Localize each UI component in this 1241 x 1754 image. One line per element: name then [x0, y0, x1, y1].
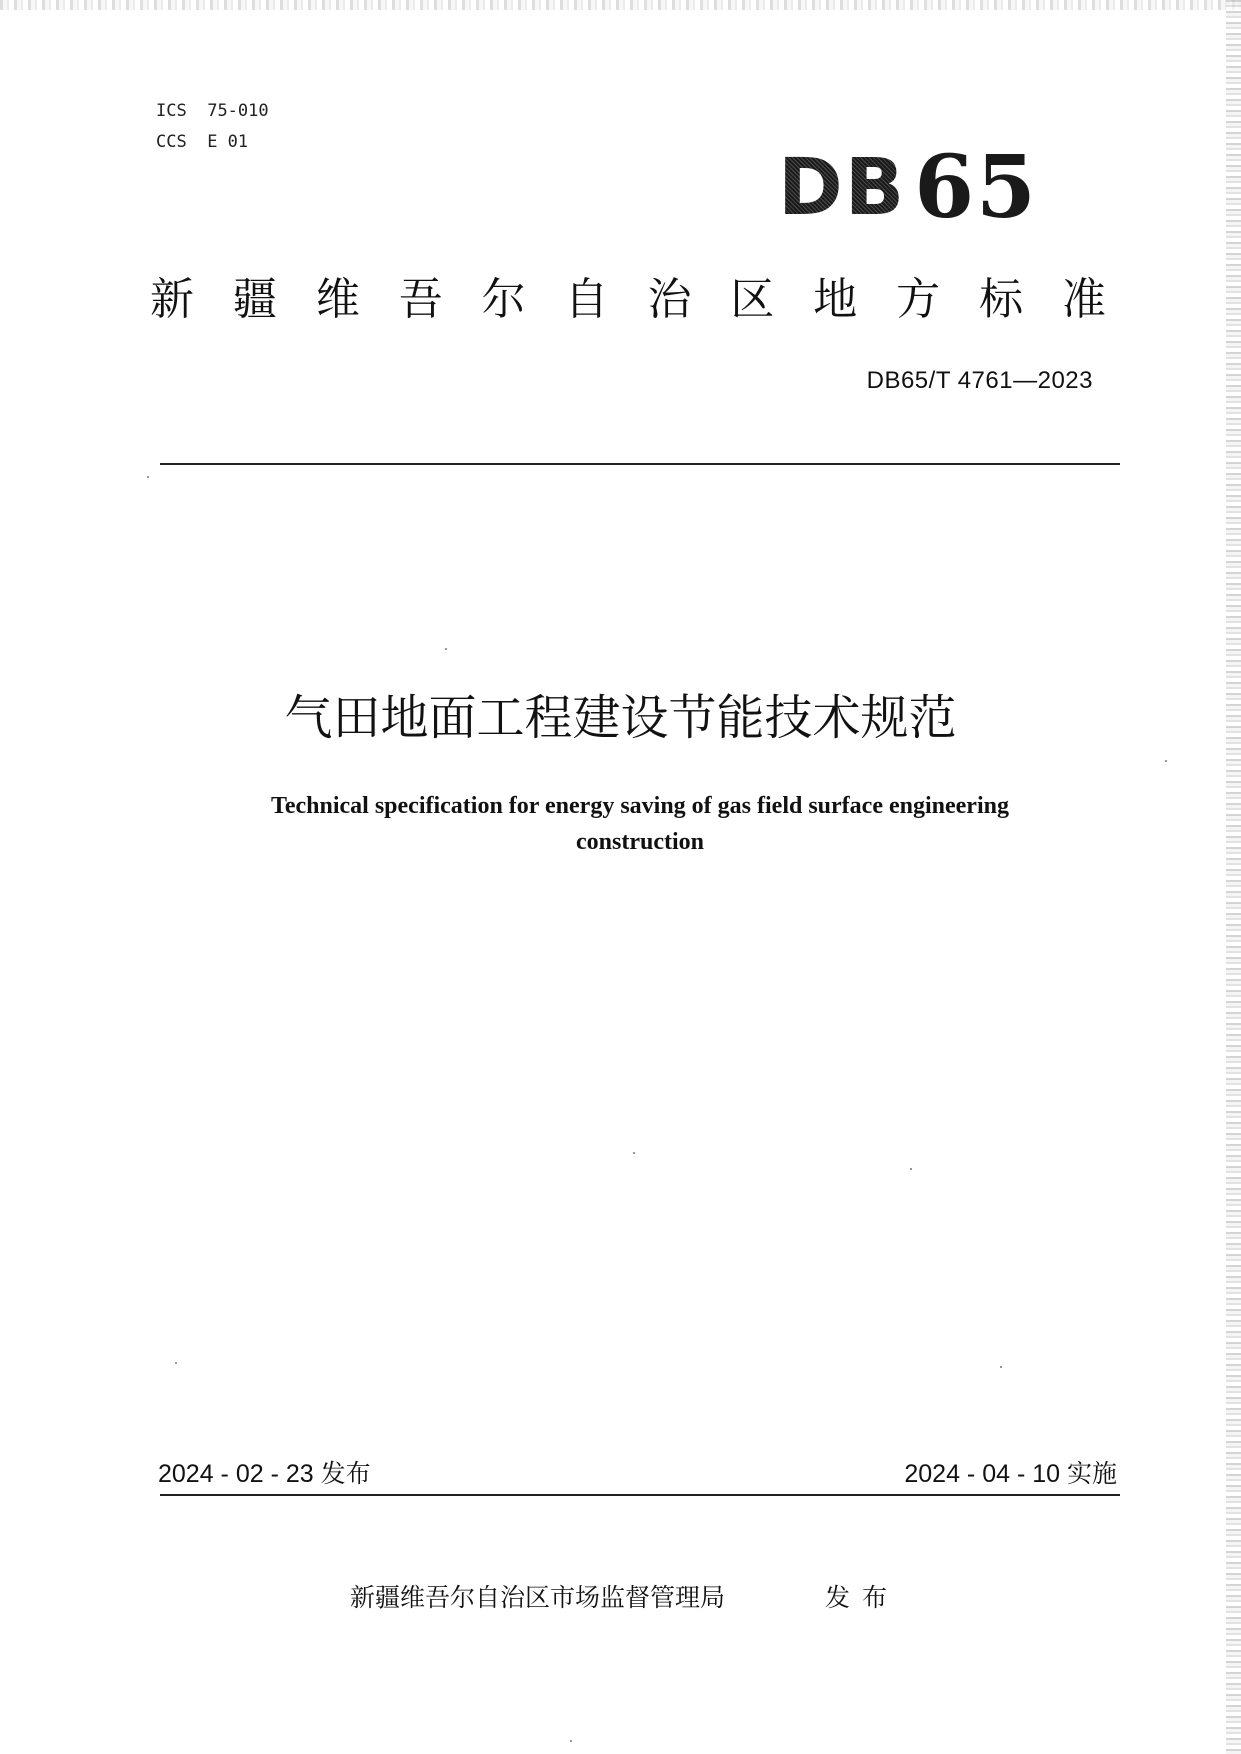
category-char: 新 [150, 274, 194, 325]
issue-date [158, 1454, 371, 1490]
ics-code: 75-010 [207, 101, 269, 121]
category-char: 准 [1061, 274, 1106, 325]
scan-edge-right [1226, 0, 1241, 1754]
standard-number: DB65/T 4761—2023 [866, 367, 1093, 394]
category-char: 疆 [232, 274, 277, 325]
scan-speck [1000, 1366, 1002, 1368]
category-char: 维 [315, 274, 360, 325]
title-chinese: 气田地面工程建设节能技术规范 [284, 690, 957, 746]
logo-letters: DB [778, 143, 907, 233]
implementation-label: 实施 [1066, 1459, 1117, 1488]
category-char: 区 [730, 274, 775, 325]
ics-label: ICS [156, 101, 187, 121]
scan-speck [175, 1362, 177, 1364]
footer-divider [160, 1494, 1120, 1496]
publisher-action: 发布 [825, 1583, 900, 1612]
scan-speck [570, 1740, 572, 1742]
db65-logo [778, 137, 1038, 238]
category-char: 地 [813, 274, 858, 325]
title-english-line: Technical specification for energy saving of gas field surface engineering [271, 793, 1009, 819]
header-divider [160, 463, 1120, 465]
category-char: 标 [979, 274, 1024, 325]
scan-speck [445, 648, 447, 650]
scan-speck [633, 1152, 635, 1154]
scan-edge-top [0, 0, 1241, 10]
ccs-code: E 01 [207, 132, 249, 152]
issue-date-value: 2024 - 02 - 23 [158, 1460, 314, 1488]
title-english-line: construction [576, 829, 704, 855]
category-char: 尔 [481, 274, 526, 325]
standard-category [150, 272, 1106, 328]
scan-speck [147, 476, 149, 478]
scan-speck [910, 1168, 912, 1170]
implementation-date-value: 2024 - 04 - 10 [904, 1460, 1061, 1488]
issue-label: 发布 [320, 1459, 371, 1488]
title-english [160, 788, 1120, 860]
implementation-date [904, 1454, 1117, 1490]
category-char: 方 [896, 274, 941, 325]
scan-speck [1165, 760, 1167, 762]
ccs-classification [156, 132, 248, 152]
ics-classification [156, 101, 269, 121]
ccs-label: CCS [156, 132, 187, 152]
logo-number: 65 [914, 137, 1038, 238]
publisher: 新疆维吾尔自治区市场监督管理局 [350, 1583, 726, 1612]
category-char: 吾 [398, 274, 443, 325]
category-char: 治 [647, 274, 692, 325]
category-char: 自 [564, 274, 609, 325]
